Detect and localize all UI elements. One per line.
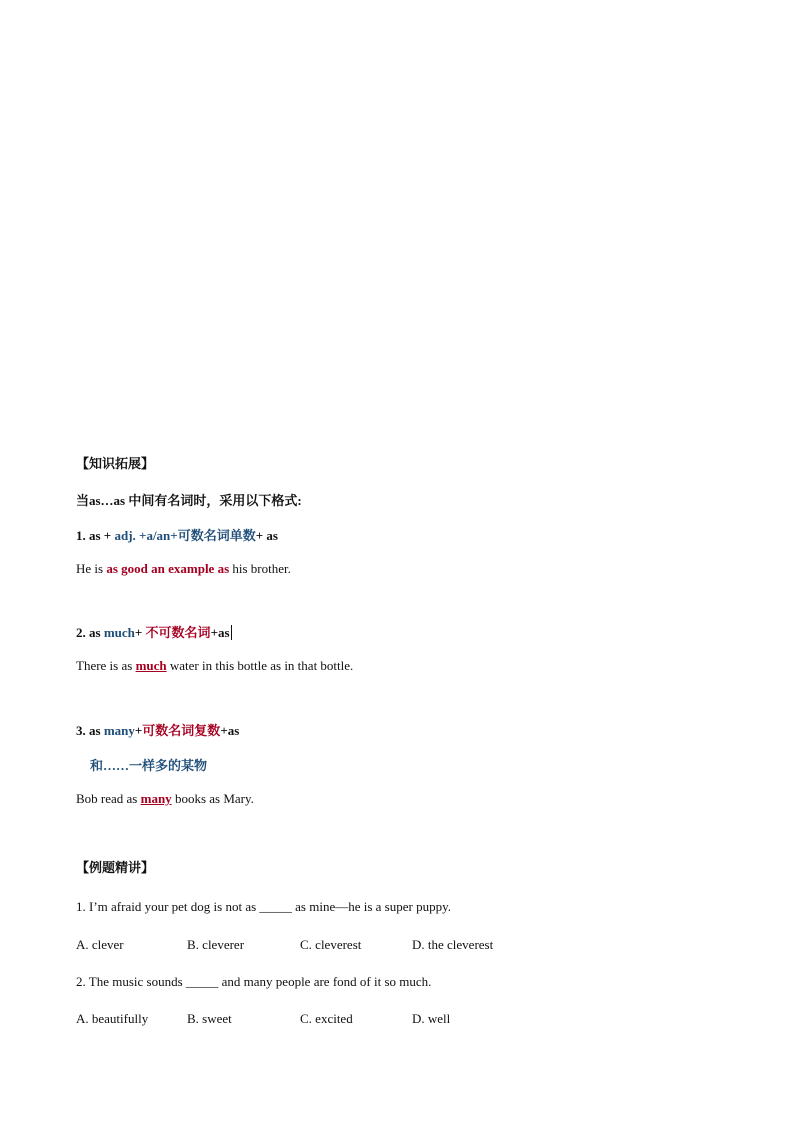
pattern-3-number: 3. as: [76, 723, 104, 738]
question-1-option-c: C. cleverest: [300, 937, 362, 952]
pattern-2-plus: +: [134, 625, 146, 640]
example-text: water in this bottle as in that bottle.: [166, 658, 354, 673]
intro-text: 当as…as 中间有名词时，采用以下格式:: [76, 493, 302, 508]
example-highlight: much: [135, 658, 167, 673]
pattern-3-tail: +as: [220, 723, 240, 738]
question-1-option-b: B. cleverer: [187, 937, 245, 952]
pattern-1-noun: 可数名词单数: [177, 528, 256, 543]
question-2-option-c: C. excited: [300, 1011, 353, 1026]
pattern-1-tail: + as: [255, 528, 278, 543]
pattern-1-number: 1. as +: [76, 528, 115, 543]
pattern-3-meaning: 和……一样多的某物: [90, 758, 208, 773]
pattern-3-plus: +: [134, 723, 143, 738]
question-2-option-a: A. beautifully: [76, 1011, 149, 1026]
knowledge-extension-heading: 【知识拓展】: [76, 456, 155, 471]
example-highlight: many: [140, 791, 172, 806]
question-2-text: 2. The music sounds _____ and many people are fond of it so much.: [76, 974, 432, 989]
pattern-3-noun: 可数名词复数: [142, 723, 221, 738]
question-1-option-d: D. the cleverest: [412, 937, 494, 952]
pattern-1-example: [76, 560, 291, 578]
question-1-text: 1. I’m afraid your pet dog is not as _____ as mine—he is a super puppy.: [76, 899, 452, 914]
example-highlight: as good an example as: [106, 561, 230, 576]
pattern-1-formula: [76, 527, 278, 545]
pattern-2-tail: +as: [210, 625, 230, 640]
pattern-3-many: many: [103, 723, 135, 738]
question-1-option-a: A. clever: [76, 937, 124, 952]
pattern-1-article: . +a/an+: [132, 528, 178, 543]
pattern-1-adj: adj: [114, 528, 133, 543]
example-text: his brother.: [229, 561, 291, 576]
example-text: There is as: [76, 658, 136, 673]
example-text: books as Mary.: [171, 791, 254, 806]
pattern-2-much: much: [103, 625, 135, 640]
pattern-3-formula: [76, 722, 239, 740]
question-2-option-b: B. sweet: [187, 1011, 232, 1026]
question-2-option-d: D. well: [412, 1011, 451, 1026]
pattern-2-number: 2. as: [76, 625, 104, 640]
example-exercises-heading: 【例题精讲】: [76, 860, 155, 875]
pattern-2-example: [76, 657, 353, 675]
pattern-2-noun: 不可数名词: [145, 625, 211, 640]
pattern-3-example: [76, 790, 254, 808]
pattern-2-formula: [76, 624, 232, 642]
example-text: Bob read as: [76, 791, 141, 806]
example-text: He is: [76, 561, 107, 576]
text-cursor: [231, 625, 232, 640]
